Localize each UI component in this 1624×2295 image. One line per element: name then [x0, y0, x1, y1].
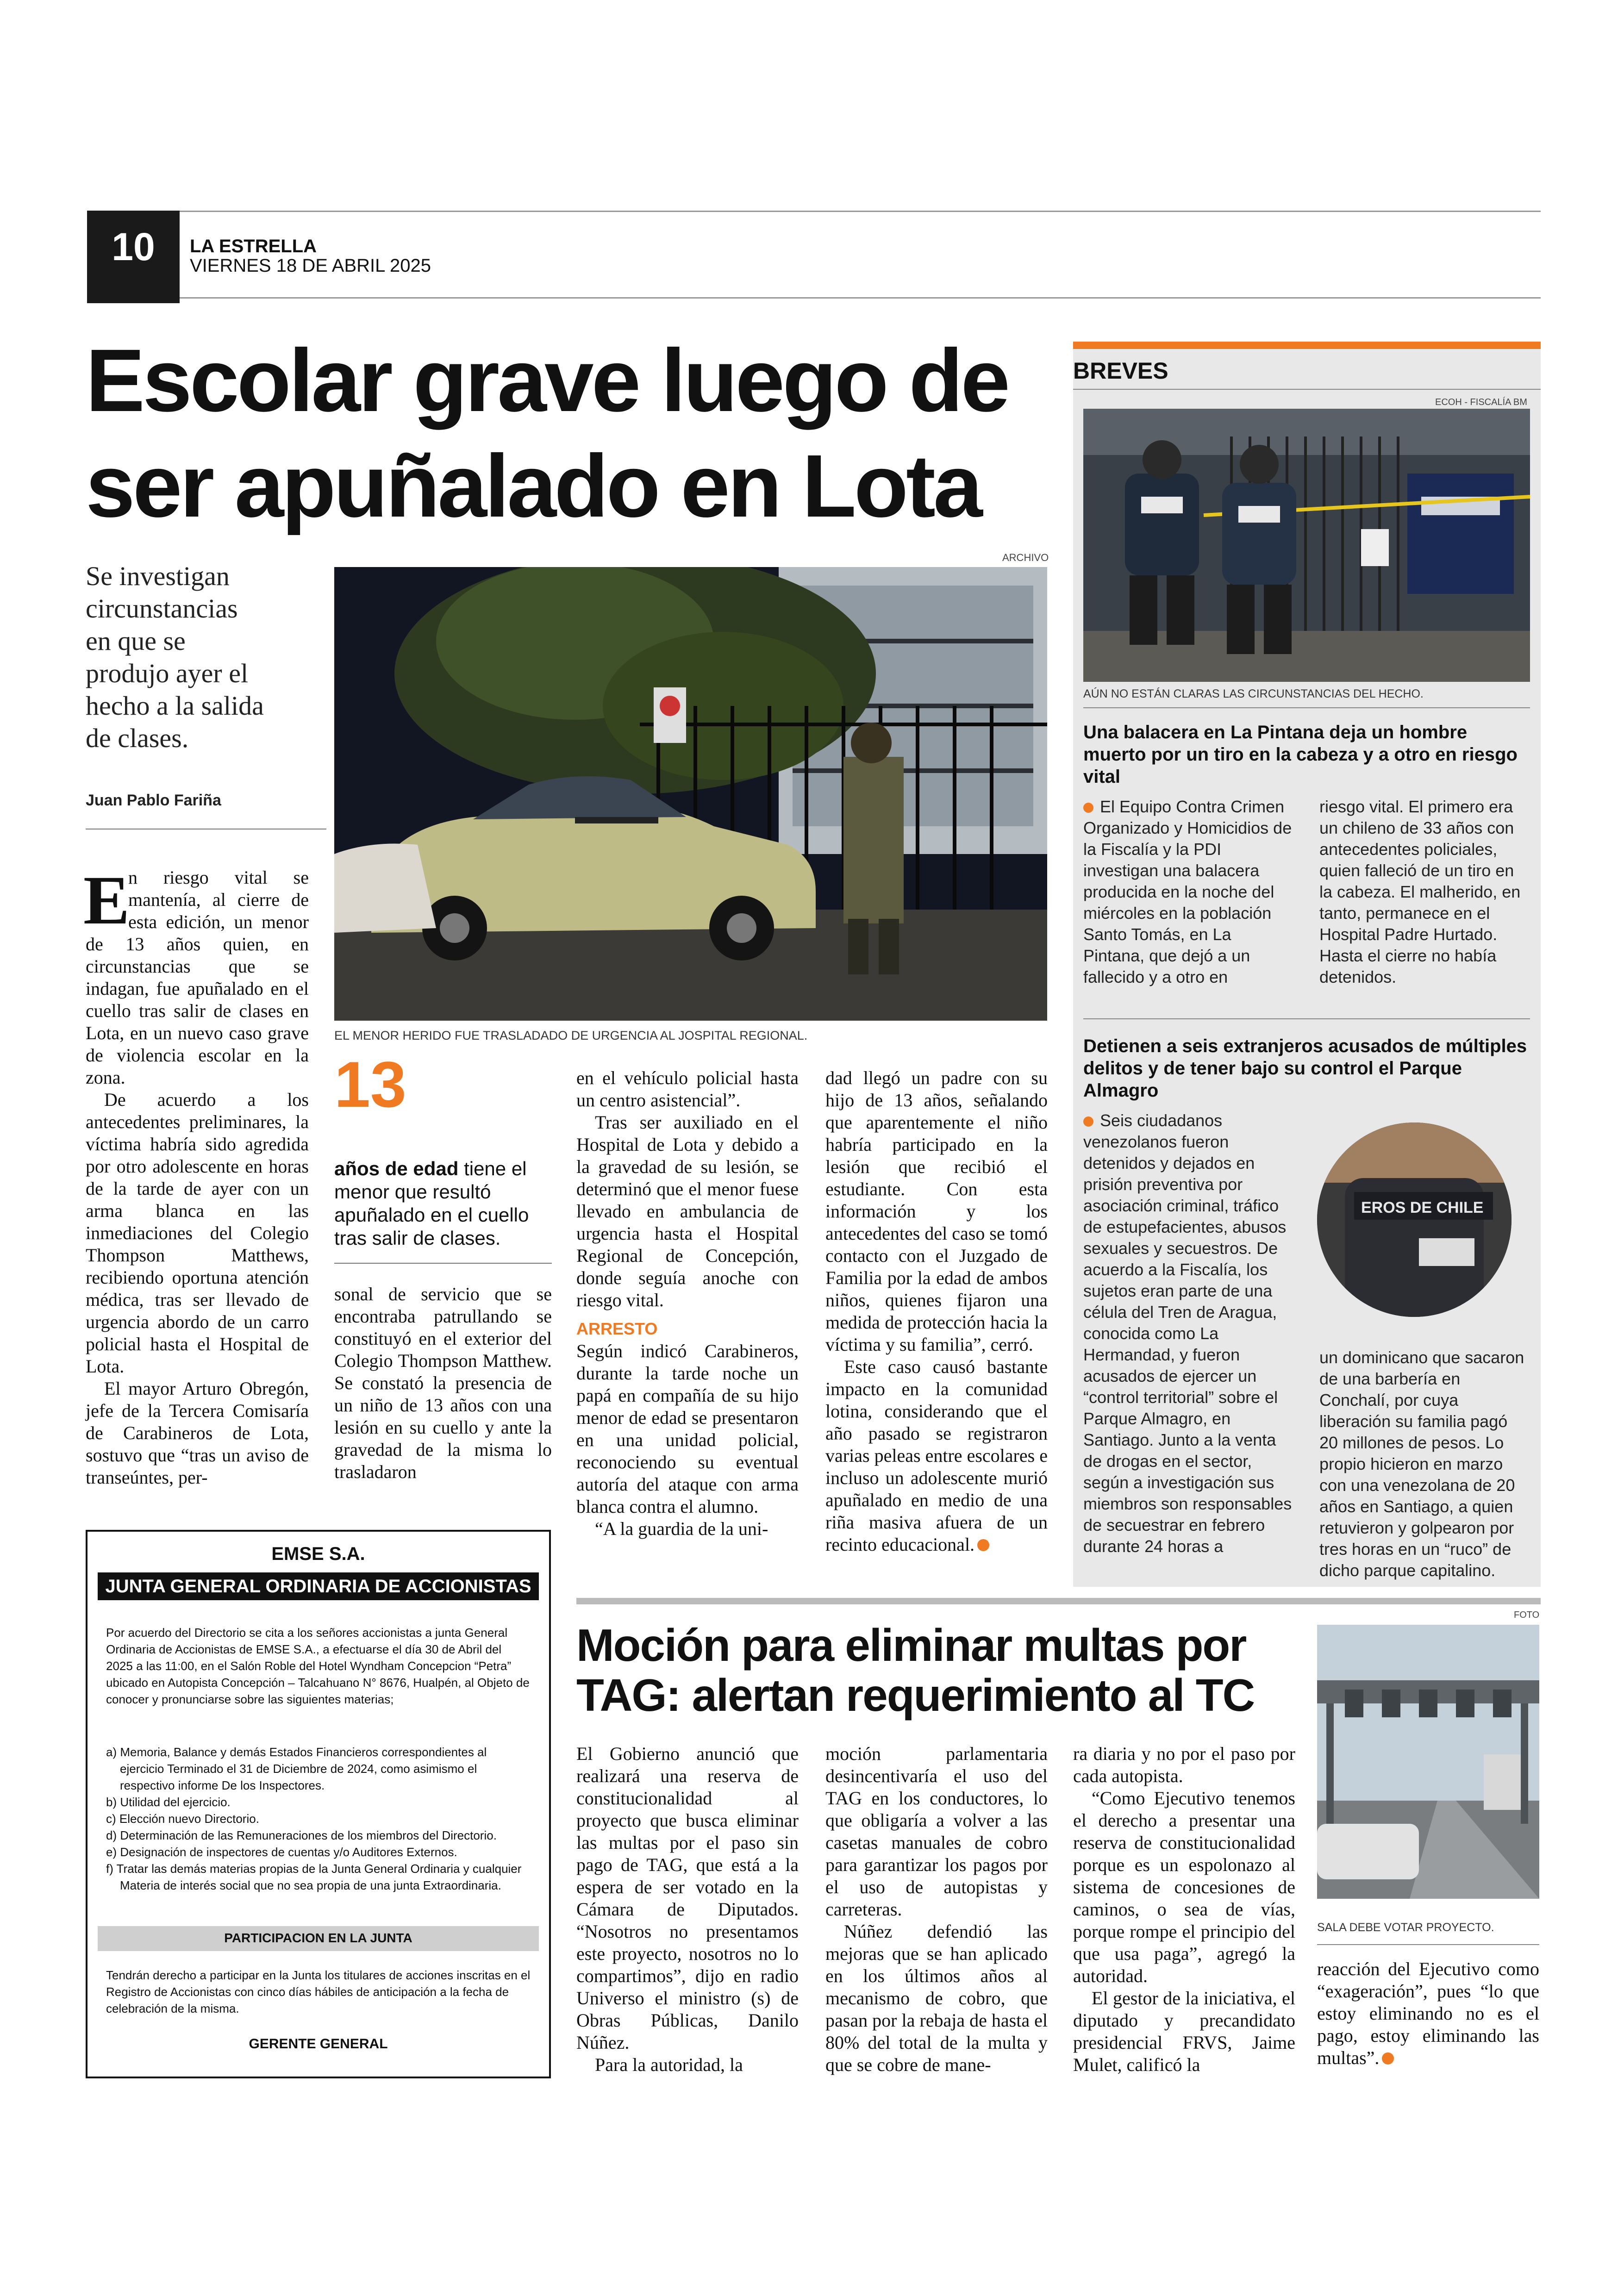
main-col4-first: dad llegó un padre con su hijo de 13 años, señalando que aparentemente el niño habría participado en la lesión que recibió el estudiante. Con esta información y los antecedentes del caso se tomó contacto con el Juzgado de Familia por la edad de ambos niños, quienes fijaron una medida de protección hacia la víctima y su familia”, cerró. [825, 1067, 1048, 1355]
stat-desc: tiene el menor que resultó apuñalado en el cuello tras salir de clases. [334, 1158, 529, 1249]
main-col-1 [86, 867, 309, 1489]
photo-credit: ARCHIVO [1002, 552, 1049, 563]
main-col3-p3: Según indicó Carabineros, durante la tarde noche un papá en compañía de su hijo menor de edad se presentaron en una unidad policial, reconociendo su eventual autoría del ataque con arma blanca contra el alumno. [576, 1341, 799, 1517]
emse-notice [86, 1530, 551, 2078]
notice-item: b) Utilidad del ejercicio. [106, 1795, 231, 1809]
lede [86, 560, 326, 755]
main-col3-p2: Tras ser auxiliado en el Hospital de Lota y debido a la gravedad de su lesión, se determinó que el menor fuese llevado en ambulancia de urgencia hasta el Hospital Regional de Concepción, donde seguía anoche con riesgo vital. [576, 1112, 799, 1310]
main-headline-line1: Escolar grave luego de [86, 331, 1008, 430]
second-headline-line1: Moción para eliminar multas por [576, 1620, 1246, 1671]
brief2-col-2 [1319, 1347, 1530, 1581]
main-photo [334, 567, 1047, 1021]
lede-line: hecho a la salida [86, 691, 264, 721]
stat-bold: años de edad [334, 1158, 459, 1179]
second-col-4 [1317, 1958, 1539, 2069]
brief1-photo-illustration [1083, 409, 1530, 682]
notice-section: PARTICIPACION EN LA JUNTA [224, 1931, 412, 1945]
briefs-title: BREVES [1073, 358, 1168, 384]
brief-separator [1083, 1018, 1530, 1019]
main-col3-first: en el vehículo policial hasta un centro asistencial”. [576, 1067, 799, 1110]
brief1-photo-caption: AÚN NO ESTÁN CLARAS LAS CIRCUNSTANCIAS DEL HECHO. [1083, 687, 1424, 700]
header-date: VIERNES 18 DE ABRIL 2025 [190, 256, 431, 276]
brief2-col-1 [1083, 1110, 1294, 1557]
lede-line: en que se [86, 626, 186, 656]
brief1-headline: Una balacera en La Pintana deja un hombre muerto por un tiro en la cabeza y a otro en riesgo vital [1083, 722, 1518, 787]
paper-name: LA ESTRELLA [190, 236, 317, 256]
brief1-col2-text: riesgo vital. El primero era un chileno de 33 años con antecedentes policiales, quien falleció de un tiro en la cabeza. El malherido, en tanto, permanece en el Hospital Padre Hurtado. Hasta el cierre no había detenidos. [1319, 797, 1521, 986]
brief1-col1-text: El Equipo Contra Crimen Organizado y Homicidios de la Fiscalía y la PDI investigan una balacera producida en la noche del miércoles en la población Santo Tomás, en La Pintana, que dejó a un fallecido y a otro en [1083, 797, 1292, 986]
second-col2-p2: Núñez defendió las mejoras que se han aplicado en los últimos años al mecanismo de cobro, que pasan por la rebaja de hasta el 80% del total de la multa y que se cobre de mane- [825, 1921, 1048, 2075]
main-col1-p2: De acuerdo a los antecedentes preliminares, la víctima habría sido agredida por otro adolescente en horas de la tarde de ayer con un arma blanca en las inmediaciones del Colegio Thompson Matthews, recibiendo oportuna atención médica, tras ser llevado de urgencia abordo de un carro policial hasta el Hospital de Lota. [86, 1089, 309, 1377]
brief2-round-photo [1317, 1123, 1512, 1317]
lede-line: Se investigan [86, 561, 230, 591]
notice-title: JUNTA GENERAL ORDINARIA DE ACCIONISTAS [105, 1576, 531, 1597]
second-photo-credit: FOTO [1514, 1610, 1540, 1620]
notice-participation: Tendrán derecho a participar en la Junta los titulares de acciones inscritas en el Registro de Accionistas con cinco días hábiles de anticipación a la fecha de celebración de la misma. [106, 1968, 531, 2015]
main-col-3 [576, 1067, 799, 1540]
brief2-col1-text: Seis ciudadanos venezolanos fueron detenidos y dejados en prisión preventiva por asociación criminal, tráfico de estupefacientes, abusos sexuales y secuestros. De acuerdo a la Fiscalía, los sujetos eran parte de una célula del Tren de Aragua, conocida como La Hermandad, y fueron acusados de ejercer un “control territorial” sobre el Parque Almagro, en Santiago. Junto a la venta de drogas en el sector, según a investigación sus miembros son responsables de secuestrar en febrero durante 24 horas a [1083, 1111, 1292, 1556]
main-col1-p3: El mayor Arturo Obregón, jefe de la Tercera Comisaría de Carabineros de Lota, sostuvo que “tras un aviso de transeúntes, per- [86, 1378, 309, 1488]
page-number: 10 [112, 225, 155, 268]
notice-company: EMSE S.A. [271, 1544, 365, 1564]
second-photo-caption: SALA DEBE VOTAR PROYECTO. [1317, 1921, 1494, 1934]
brief1-photo [1083, 409, 1530, 682]
byline: Juan Pablo Fariña [86, 792, 221, 809]
second-caption-rule [1317, 1944, 1539, 1945]
lede-line: de clases. [86, 723, 189, 753]
bullet-dot-icon [1083, 1116, 1093, 1127]
second-col-1 [576, 1743, 799, 2076]
briefs-top-bar [1073, 342, 1541, 349]
notice-item: a) Memoria, Balance y demás Estados Financieros correspondientes al ejercicio Terminado el 31 de Diciembre de 2024, como asimismo el respectivo informe De los Inspectores. [106, 1745, 487, 1792]
notice-item: c) Elección nuevo Directorio. [106, 1812, 259, 1826]
notice-intro: Por acuerdo del Directorio se cita a los señores accionistas a junta General Ordinaria de Accionistas de EMSE S.A., a efectuarse el día 30 de Abril del 2025 a las 11:00, en el Salón Roble del Hotel Wyndham Concepcion “Petra” ubicado en Autopista Concepción – Talcahuano N° 8676, Hualpén, al Objeto de conocer y pronunciarse sobre las siguientes materias; [106, 1626, 530, 1706]
end-mark-icon [977, 1539, 989, 1551]
brief1-caption-rule [1083, 707, 1530, 708]
dropcap: E [83, 862, 130, 939]
main-col3-p4: “A la guardia de la uni- [595, 1518, 768, 1539]
dropcap-space [86, 867, 128, 931]
second-photo [1317, 1625, 1539, 1899]
second-col-2 [825, 1743, 1048, 2076]
stat-number: 13 [334, 1048, 406, 1121]
second-headline-line2: TAG: alertan requerimiento al TC [576, 1670, 1255, 1721]
lede-line: circunstancias [86, 593, 238, 624]
briefs-title-rule [1073, 389, 1541, 390]
notice-item: d) Determinación de las Remuneraciones de los miembros del Directorio. [106, 1828, 497, 1842]
second-col3-p2: “Como Ejecutivo tenemos el derecho a presentar una reserva de constitucionalidad porque es un espolonazo al sistema de concesiones de caminos, o sea de vías, porque rompe el principio del que usa paga”, agregó la autoridad. [1073, 1788, 1295, 1986]
arresto-subhead: ARRESTO [576, 1319, 658, 1338]
brief2-photo-vest-text: EROS DE CHILE [1361, 1199, 1484, 1216]
second-col4-first: reacción del Ejecutivo como “exageración”, pues “lo que estoy eliminando no es el pago, estoy eliminando las multas”. [1317, 1958, 1539, 2068]
brief1-photo-credit: ECOH - FISCALÍA BM [1435, 397, 1527, 407]
main-col2-text: sonal de servicio que se encontraba patrullando se constituyó en el exterior del Colegio Thompson Matthew. Se constató la presencia de un niño de 13 años con una lesión en su cuello y ante la gravedad de la misma lo trasladaron [334, 1284, 552, 1482]
brief1-col-2 [1319, 796, 1530, 988]
second-col1-first: El Gobierno anunció que realizará una reserva de constitucionalidad al proyecto que busca eliminar las multas por el paso sin pago de TAG, que está a la espera de ser votado en la Cámara de Diputados. “Nosotros no presentamos este proyecto, nosotros no lo compartimos”, dijo en radio Universo el ministro (s) de Obras Públicas, Danilo Núñez. [576, 1743, 799, 2053]
lede-line: produjo ayer el [86, 658, 249, 688]
brief1-col-1 [1083, 796, 1294, 988]
main-photo-illustration [334, 567, 1047, 1021]
bullet-dot-icon [1083, 803, 1093, 813]
main-col-4 [825, 1067, 1048, 1556]
second-article-top-rule [576, 1598, 1541, 1604]
second-col-3 [1073, 1743, 1295, 2076]
stat-rule [334, 1263, 552, 1264]
notice-items [106, 1744, 531, 1894]
notice-signature: GERENTE GENERAL [249, 2036, 388, 2052]
second-col1-p2: Para la autoridad, la [595, 2054, 743, 2075]
notice-item: e) Designación de inspectores de cuentas y/o Auditores Externos. [106, 1845, 457, 1859]
header-top-rule [180, 211, 1541, 212]
brief2-headline: Detienen a seis extranjeros acusados de múltiples delitos y de tener bajo su control el Parque Almagro [1083, 1036, 1527, 1101]
main-col4-p2: Este caso causó bastante impacto en la comunidad lotina, considerando que el año pasado se registraron varias peleas entre escolares e incluso un adolescente murió apuñalado en medio de una riña masiva afuera de un recinto educacional. [825, 1356, 1048, 1555]
main-photo-caption: EL MENOR HERIDO FUE TRASLADADO DE URGENCIA AL JOSPITAL REGIONAL. [334, 1029, 808, 1042]
notice-item: f) Tratar las demás materias propias de la Junta General Ordinaria y cualquier Materia de interés social que no sea propia de una junta Extraordinaria. [106, 1862, 522, 1892]
main-col1-first: n riesgo vital se mantenía, al cierre de esta edición, un menor de 13 años quien, en circunstancias que se indagan, fue apuñalado en el cuello tras salir de clases en Lota, en un nuevo caso grave de violencia escolar en la zona. [86, 867, 309, 1088]
main-col-2 [334, 1283, 552, 1483]
second-col3-p3: El gestor de la iniciativa, el diputado y precandidato presidencial FRVS, Jaime Mulet, calificó la [1073, 1988, 1295, 2075]
second-col3-first: ra diaria y no por el paso por cada autopista. [1073, 1743, 1295, 1786]
brief2-photo-illustration [1317, 1123, 1512, 1317]
second-col2-first: moción parlamentaria desincentivaría el uso del TAG en los conductores, lo que obligaría a volver a las casetas manuales de cobro para garantizar los pagos por el uso de autopistas y carreteras. [825, 1743, 1048, 1920]
header-bottom-rule [180, 297, 1541, 299]
main-headline-line2: ser apuñalado en Lota [86, 436, 981, 536]
stat-text [334, 1157, 552, 1250]
second-photo-illustration [1317, 1625, 1539, 1899]
brief2-col2-text: un dominicano que sacaron de una barbería en Conchalí, por cuya liberación su familia pagó 20 millones de pesos. Lo propio hicieron en marzo con una venezolana de 20 años en Santiago, a quien retuvieron y golpearon por tres horas en un “ruco” de dicho parque capitalino. [1319, 1348, 1524, 1580]
end-mark-icon [1382, 2052, 1394, 2064]
